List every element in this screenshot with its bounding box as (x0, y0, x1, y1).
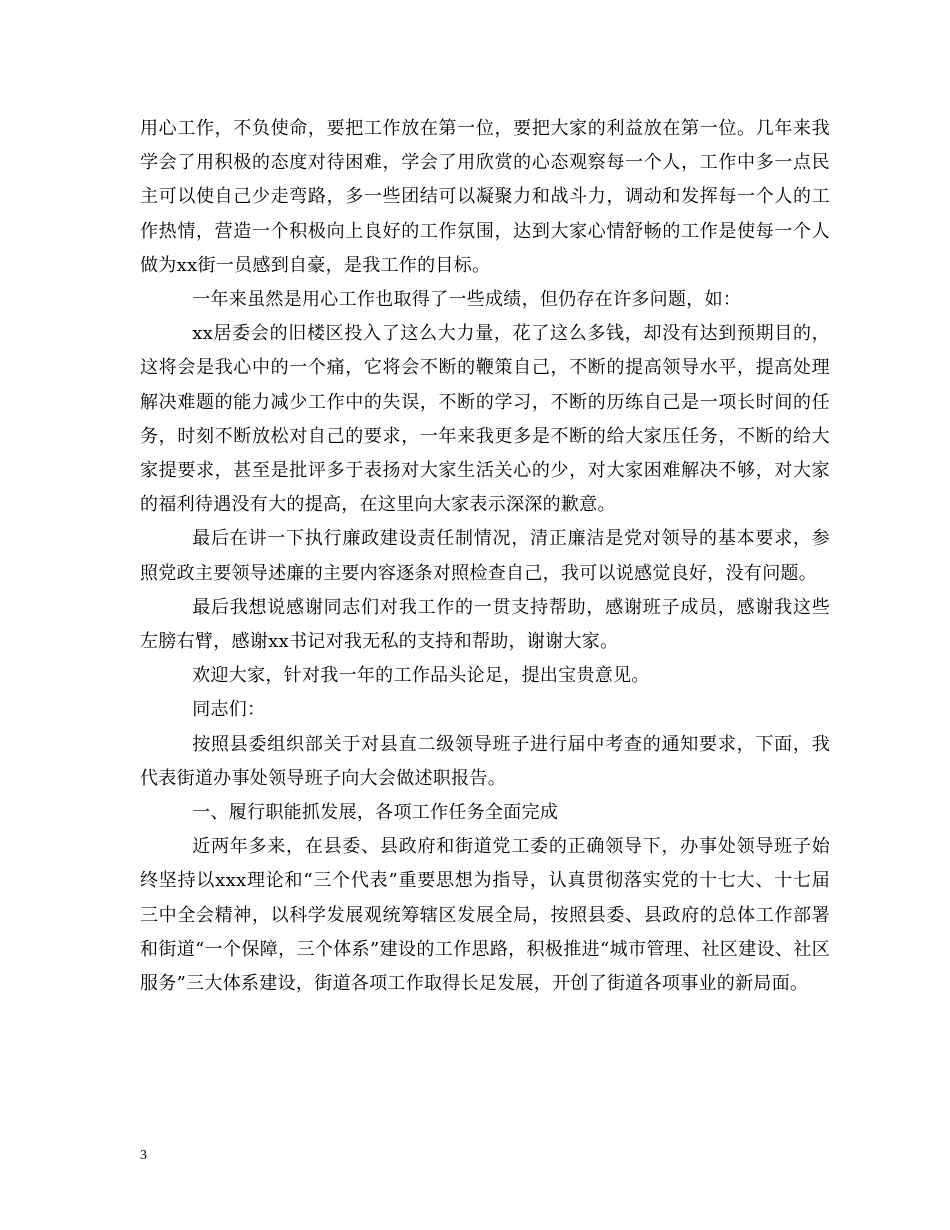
paragraph-8: 按照县委组织部关于对县直二级领导班子进行届中考查的通知要求，下面，我代表街道办事处领导班子向大会做述职报告。 (140, 733, 830, 789)
section-heading: 一、履行职能抓发展，各项工作任务全面完成 (192, 802, 559, 824)
salutation: 同志们： (192, 699, 266, 721)
paragraph-3: xx居委会的旧楼区投入了这么大力量，花了这么多钱，却没有达到预期目的，这将会是我心中的一个痛，它将会不断的鞭策自己，不断的提高领导水平，提高处理解决难题的能力减少工作中的失误，不断的学习，不断的历练自己是一项长时间的任务，时刻不断放松对自己的要求，一年来我更多是不断的给大家压任务，不断的给大家提要求，甚至是批评多于表扬对大家生活关心的少，对大家困难解决不够，对大家的福利待遇没有大的提高，在这里向大家表示深深的歉意。 (140, 323, 830, 516)
paragraph-10: 近两年多来，在县委、县政府和街道党工委的正确领导下，办事处领导班子始终坚持以xxx理论和“三个代表”重要思想为指导，认真贯彻落实党的十七大、十七届三中全会精神，以科学发展观统筹辖区发展全局，按照县委、县政府的总体工作部署和街道“一个保障，三个体系”建设的工作思路，积极推进“城市管理、社区建设、社区服务”三大体系建设，街道各项工作取得长足发展，开创了街道各项事业的新局面。 (140, 836, 830, 995)
paragraph-2: 一年来虽然是用心工作也取得了一些成绩，但仍存在许多问题，如： (192, 289, 742, 311)
paragraph-6: 欢迎大家，针对我一年的工作品头论足，提出宝贵意见。 (192, 665, 650, 687)
paragraph-1: 用心工作，不负使命，要把工作放在第一位，要把大家的利益放在第一位。几年来我学会了用积极的态度对待困难，学会了用欣赏的心态观察每一个人，工作中多一点民主可以使自己少走弯路，多一些团结可以凝聚力和战斗力，调动和发挥每一个人的工作热情，营造一个积极向上良好的工作氛围，达到大家心情舒畅的工作是使每一个人做为xx街一员感到自豪，是我工作的目标。 (140, 118, 830, 276)
page-number: 3 (140, 1148, 147, 1163)
paragraph-5: 最后我想说感谢同志们对我工作的一贯支持帮助，感谢班子成员，感谢我这些左膀右臂，感谢xx书记对我无私的支持和帮助，谢谢大家。 (140, 596, 830, 653)
document-body (140, 112, 830, 1001)
paragraph-4: 最后在讲一下执行廉政建设责任制情况，清正廉洁是党对领导的基本要求，参照党政主要领导述廉的主要内容逐条对照检查自己，我可以说感觉良好，没有问题。 (140, 528, 830, 584)
